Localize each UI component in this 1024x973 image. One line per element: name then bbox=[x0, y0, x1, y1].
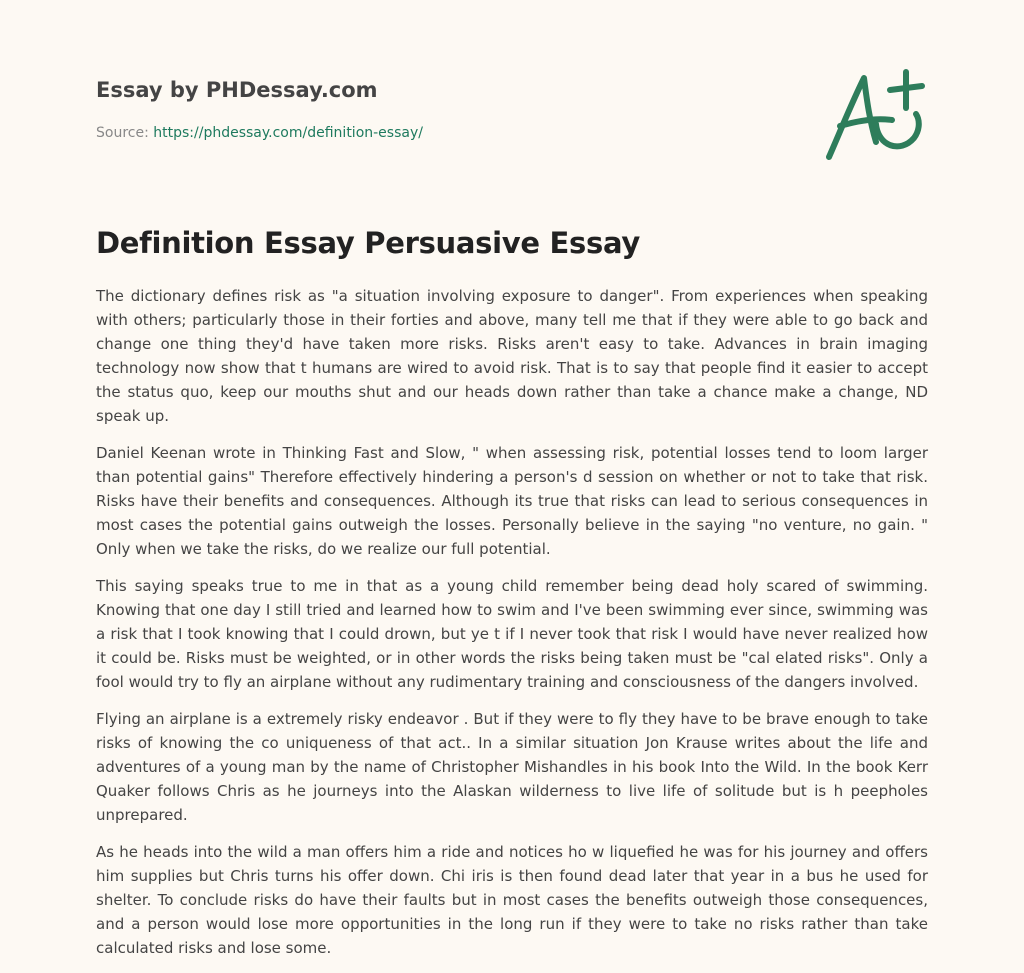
paragraph: This saying speaks true to me in that as a young child remember being dead holy scared of swimming. Knowing that one day I still tried and learned how to swim and I've been swimming ever since, swimming was a risk that I took knowing that I could drown, but ye t if I never took that risk I would have never realized how it could be. Risks must be weighted, or in other words the risks being taken must be "cal elated risks". Only a fool would try to fly an airplane without any rudimentary training and consciousness of the dangers involved. bbox=[96, 577, 928, 691]
paragraph: As he heads into the wild a man offers him a ride and notices ho w liquefied he was for his journey and offers him supplies but Chris turns his offer down. Chi iris is then found dead later that year in a bus he used for shelter. To conclude risks do have their faults but in most cases the benefits outweigh those consequences, and a person would lose more opportunities in the long run if they were to take no risks rather than take calculated risks and lose some. bbox=[96, 843, 928, 957]
source-line bbox=[96, 125, 423, 141]
source-link[interactable]: https://phdessay.com/definition-essay/ bbox=[153, 125, 423, 141]
source-label: Source: bbox=[96, 125, 149, 141]
article-title: Definition Essay Persuasive Essay bbox=[96, 226, 640, 260]
paragraph: The dictionary defines risk as "a situation involving exposure to danger". From experiences when speaking with others; particularly those in their forties and above, many tell me that if they were able to go back and change one thing they'd have taken more risks. Risks aren't easy to take. Advances in brain imaging technology now show that t humans are wired to avoid risk. That is to say that people find it easier to accept the status quo, keep our mouths shut and our heads down rather than take a chance make a change, ND speak up. bbox=[96, 287, 928, 425]
site-brand: Essay by PHDessay.com bbox=[96, 78, 378, 102]
paragraph: Flying an airplane is a extremely risky endeavor . But if they were to fly they have to be brave enough to take risks of knowing the co uniqueness of that act.. In a similar situation Jon Krause writes about the life and adventures of a young man by the name of Christopher Mishandles in his book Into the Wild. In the book Kerr Quaker follows Chris as he journeys into the Alaskan wilderness to live life of solitude but is h peepholes unprepared. bbox=[96, 710, 928, 824]
paragraph: Daniel Keenan wrote in Thinking Fast and Slow, " when assessing risk, potential losses tend to loom larger than potential gains" Therefore effectively hindering a person's d session on whether or not to take that risk. Risks have their benefits and consequences. Although its true that risks can lead to serious consequences in most cases the potential gains outweigh the losses. Personally believe in the saying "no venture, no gain. " Only when we take the risks, do we realize our full potential. bbox=[96, 444, 928, 558]
article-body bbox=[96, 284, 928, 973]
a-plus-logo-icon bbox=[820, 62, 930, 166]
